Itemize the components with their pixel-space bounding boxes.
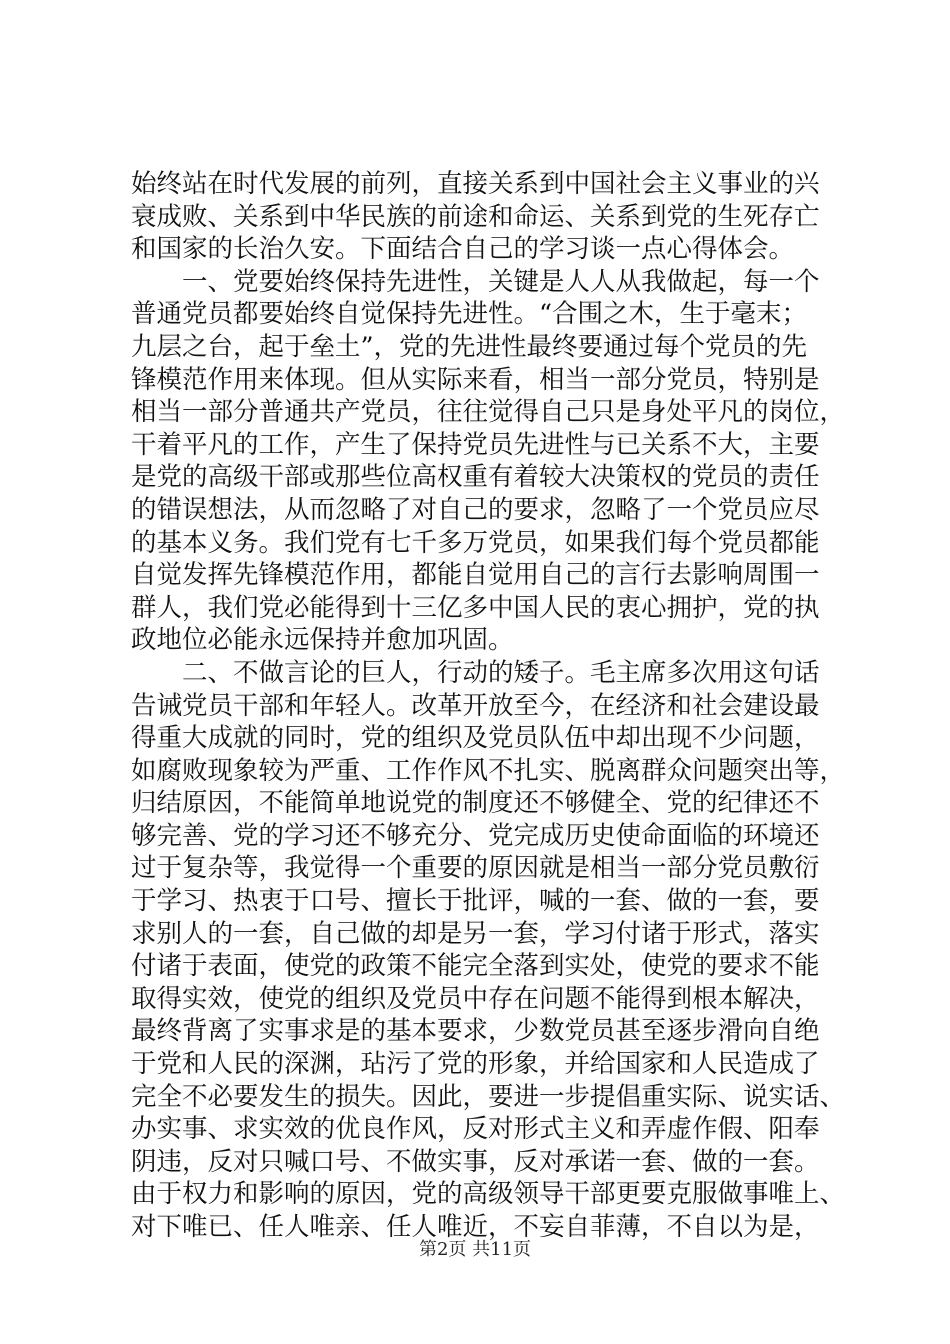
text-line: 的基本义务。我们党有七千多万党员，如果我们每个党员都能 — [131, 527, 820, 558]
text-line: 干着平凡的工作，产生了保持党员先进性与已关系不大，主要 — [131, 429, 820, 460]
text-line: 由于权力和影响的原因，党的高级领导干部更要克服做事唯上、 — [131, 1179, 846, 1210]
text-line: 对下唯已、任人唯亲、任人唯近，不妄自菲薄，不自以为是， — [131, 1212, 820, 1242]
text-line: 群人，我们党必能得到十三亿多中国人民的衷心拥护，党的执 — [131, 592, 820, 623]
text-line: 告诫党员干部和年轻人。改革开放至今，在经济和社会建设最 — [131, 690, 820, 721]
text-line: 办实事、求实效的优良作风，反对形式主义和弄虚作假、阳奉 — [131, 1114, 820, 1145]
text-line: 过于复杂等，我觉得一个重要的原因就是相当一部分党员敷衍 — [131, 853, 820, 884]
text-line: 归结原因，不能简单地说党的制度还不够健全、党的纪律还不 — [131, 788, 820, 819]
text-line: 于党和人民的深渊，玷污了党的形象，并给国家和人民造成了 — [131, 1049, 820, 1080]
text-line: 于学习、热衷于口号、擅长于批评，喊的一套、做的一套，要 — [131, 886, 820, 917]
text-line: 完全不必要发生的损失。因此，要进一步提倡重实际、说实话、 — [131, 1081, 846, 1112]
text-line: 得重大成就的同时，党的组织及党员队伍中却出现不少问题， — [131, 723, 820, 754]
text-line: 是党的高级干部或那些位高权重有着较大决策权的党员的责任 — [131, 462, 820, 493]
text-line: 取得实效，使党的组织及党员中存在问题不能得到根本解决， — [131, 983, 820, 1014]
page-number-footer: 第2页 共11页 — [418, 1239, 532, 1260]
text-line: 衰成败、关系到中华民族的前途和命运、关系到党的生死存亡 — [131, 201, 820, 232]
text-line: 相当一部分普通共产党员，往往觉得自己只是身处平凡的岗位， — [131, 397, 846, 428]
text-line: 一、党要始终保持先进性，关键是人人从我做起，每一个 — [131, 266, 820, 297]
text-line: 够完善、党的学习还不够充分、党完成历史使命面临的环境还 — [131, 820, 820, 851]
text-line: 付诸于表面，使党的政策不能完全落到实处，使党的要求不能 — [131, 951, 820, 982]
text-line: 自觉发挥先锋模范作用，都能自觉用自己的言行去影响周围一 — [131, 560, 820, 591]
text-line: 普通党员都要始终自觉保持先进性。“合围之木，生于毫末； — [131, 299, 808, 330]
text-line: 二、不做言论的巨人，行动的矮子。毛主席多次用这句话 — [131, 657, 820, 688]
text-line: 政地位必能永远保持并愈加巩固。 — [131, 625, 514, 656]
text-line: 阴违，反对只喊口号、不做实事，反对承诺一套、做的一套。 — [131, 1146, 820, 1177]
text-line: 的错误想法，从而忽略了对自己的要求，忽略了一个党员应尽 — [131, 494, 820, 525]
document-body — [131, 168, 846, 1244]
text-line: 始终站在时代发展的前列，直接关系到中国社会主义事业的兴 — [131, 169, 820, 199]
text-line: 九层之台，起于垒土”，党的先进性最终要通过每个党员的先 — [131, 331, 808, 362]
text-line: 锋模范作用来体现。但从实际来看，相当一部分党员，特别是 — [131, 364, 820, 395]
text-line: 最终背离了实事求是的基本要求，少数党员甚至逐步滑向自绝 — [131, 1016, 820, 1047]
text-line: 如腐败现象较为严重、工作作风不扎实、脱离群众问题突出等， — [131, 755, 846, 786]
text-line: 和国家的长治久安。下面结合自己的学习谈一点心得体会。 — [131, 234, 795, 265]
text-line: 求别人的一套，自己做的却是另一套，学习付诸于形式，落实 — [131, 918, 820, 949]
